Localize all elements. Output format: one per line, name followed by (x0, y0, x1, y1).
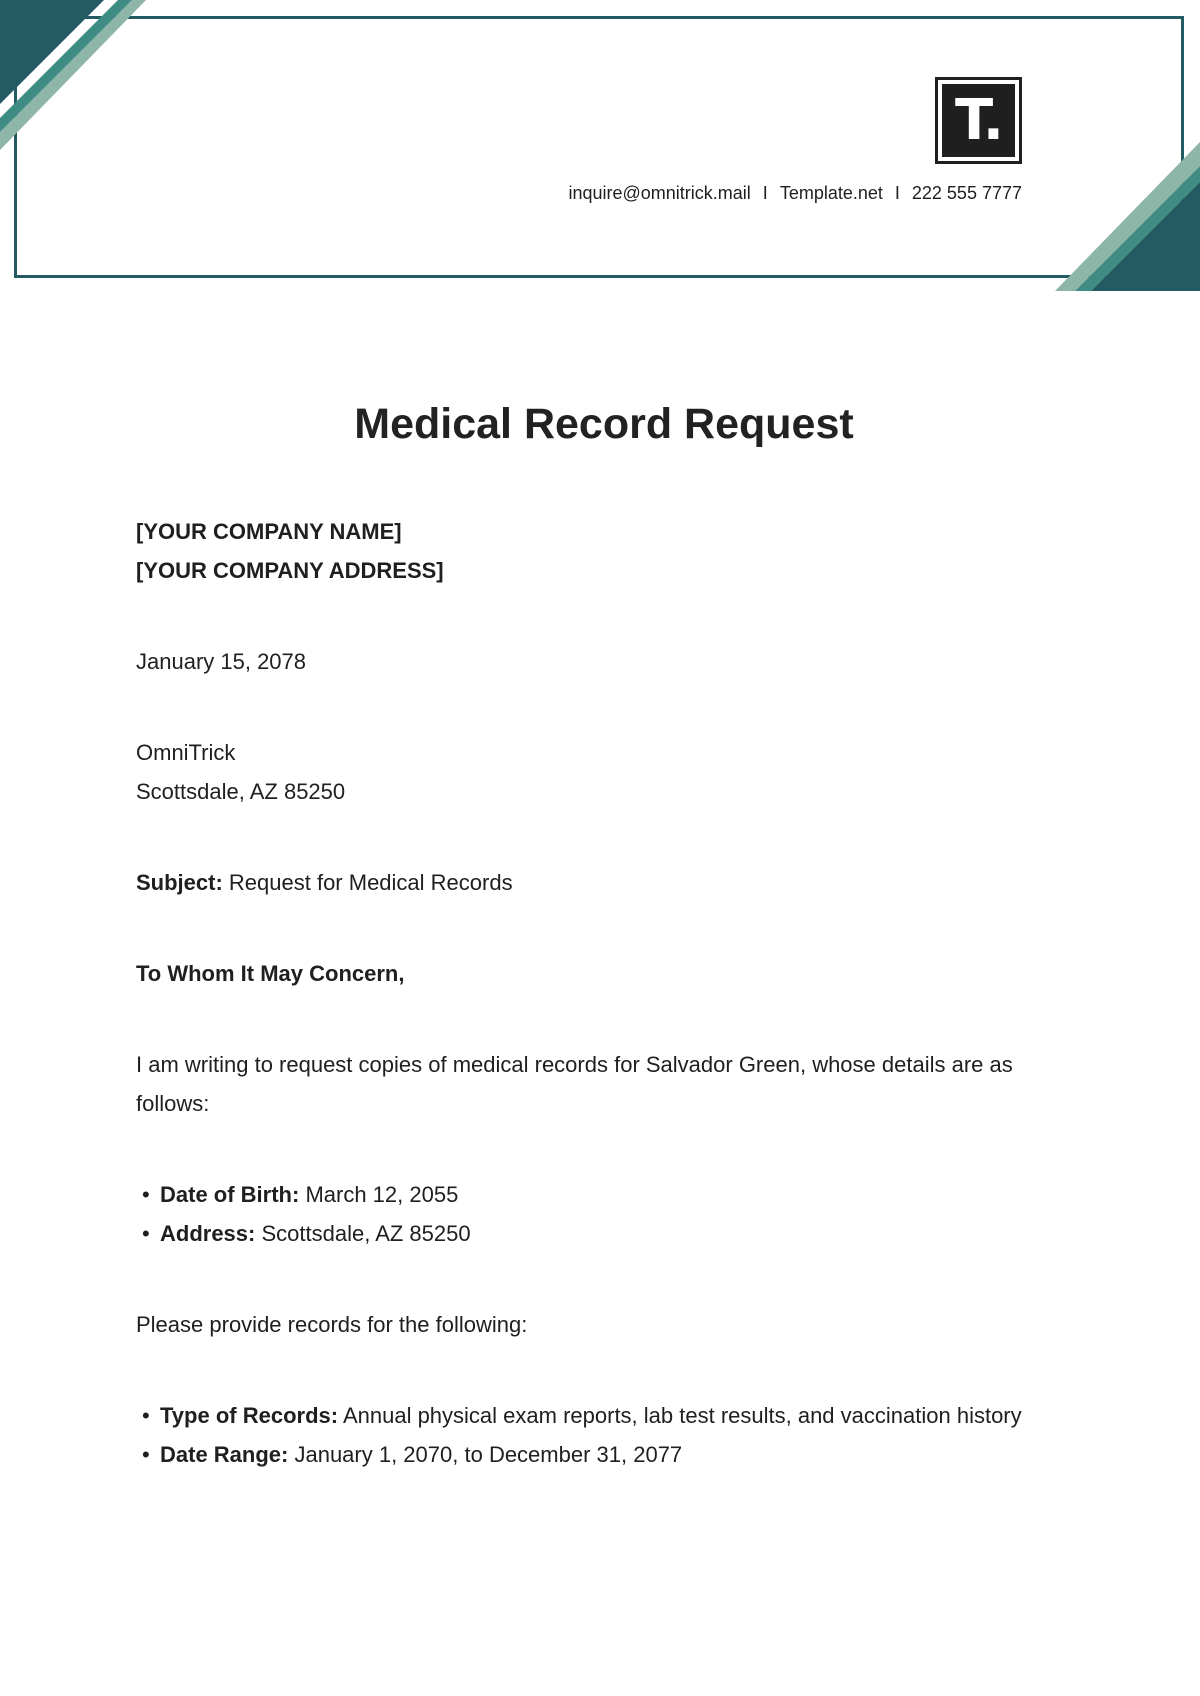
document-title: Medical Record Request (354, 400, 854, 448)
contact-line (568, 183, 1022, 204)
logo-letter: T. (942, 84, 1015, 157)
record-value: January 1, 2070, to December 31, 2077 (288, 1442, 683, 1467)
contact-phone[interactable]: 222 555 7777 (911, 183, 1022, 203)
company-name: [YOUR COMPANY NAME] (136, 519, 402, 544)
contact-website[interactable]: Template.net (779, 183, 883, 203)
contact-separator: I (762, 183, 768, 203)
records-list (136, 1396, 1066, 1474)
letter-date: January 15, 2078 (136, 649, 307, 674)
company-logo (935, 77, 1022, 164)
patient-details-list (136, 1175, 1066, 1253)
detail-value: March 12, 2055 (299, 1182, 459, 1207)
contact-email[interactable]: inquire@omnitrick.mail (568, 183, 751, 203)
recipient-address: Scottsdale, AZ 85250 (136, 779, 346, 804)
contact-separator: I (894, 183, 900, 203)
company-address: [YOUR COMPANY ADDRESS] (136, 558, 444, 583)
letter-body (136, 512, 1066, 1474)
list-item (136, 1396, 1066, 1435)
intro-paragraph: I am writing to request copies of medical records for Salvador Green, whose details are as follows: (136, 1052, 1013, 1116)
list-item (136, 1175, 1066, 1214)
salutation: To Whom It May Concern, (136, 961, 405, 986)
record-label: Date Range: (160, 1442, 289, 1467)
detail-value: Scottsdale, AZ 85250 (255, 1221, 471, 1246)
records-intro: Please provide records for the following: (136, 1312, 528, 1337)
recipient-name: OmniTrick (136, 740, 236, 765)
subject-line (136, 863, 1066, 902)
subject-label: Subject: (136, 870, 223, 895)
record-value: Annual physical exam reports, lab test results, and vaccination history (338, 1403, 1022, 1428)
list-item (136, 1435, 1066, 1474)
detail-label: Address: (160, 1221, 256, 1246)
record-label: Type of Records: (160, 1403, 339, 1428)
list-item (136, 1214, 1066, 1253)
detail-label: Date of Birth: (160, 1182, 300, 1207)
subject-value: Request for Medical Records (222, 870, 513, 895)
